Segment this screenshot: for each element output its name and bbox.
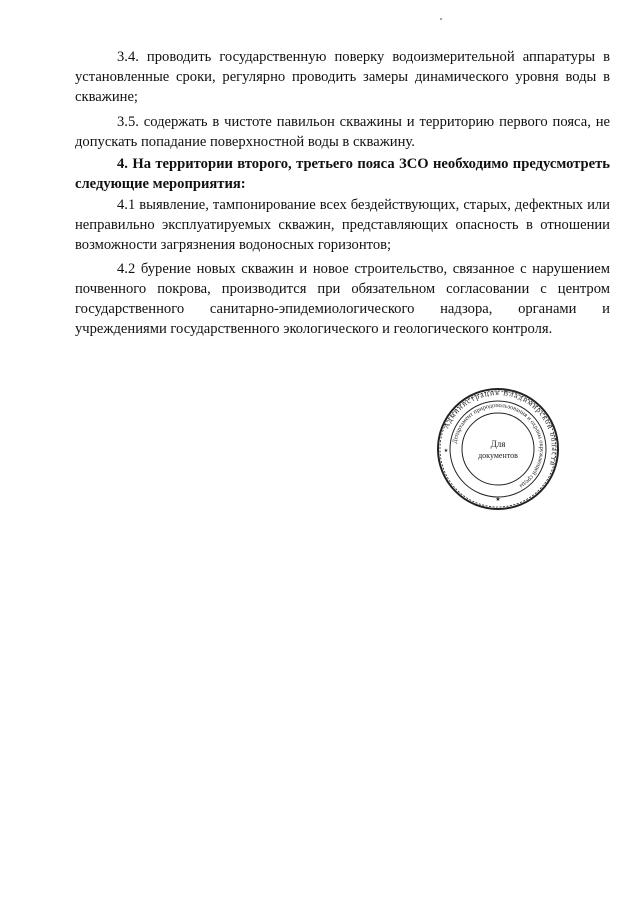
- stamp-inner-text: Департамент природопользования и охраны окружающей среды: [451, 401, 546, 490]
- stamp-middle-ring: [450, 401, 546, 497]
- paragraph-3-5: 3.5. содержать в чистоте павильон скважины и территорию первого пояса, не допускать попадание поверхностной воды в скважину.: [75, 114, 610, 150]
- stamp-inner-ring: [462, 413, 534, 485]
- official-stamp: [436, 387, 560, 511]
- paragraph-4-1: 4.1 выявление, тампонирование всех бездействующих, старых, дефектных или неправильно эксплуатируемых скважин, представляющих опасность в отношении возможности загрязнения водоносных горизонтов;: [75, 197, 610, 253]
- stamp-center-line2: документов: [478, 451, 518, 460]
- scan-speck: [440, 18, 442, 20]
- paragraph-4-2: 4.2 бурение новых скважин и новое строительство, связанное с нарушением почвенного покрова, производится при обязательном согласовании с центром государственного санитарно-эпидемиологического надзора, органами и учреждениями государственного экологического и геологического контроля.: [75, 261, 610, 337]
- stamp-star-left: ★: [443, 448, 449, 454]
- stamp-outer-text: Администрация Владимирской области: [441, 387, 560, 468]
- paragraph-4-heading: 4. На территории второго, третьего пояса ЗСО необходимо предусмотреть следующие мероприятия:: [75, 156, 610, 192]
- stamp-center-line1: Для: [490, 439, 506, 449]
- stamp-star-bottom: ★: [495, 496, 501, 503]
- paragraph-3-4: 3.4. проводить государственную поверку водоизмерительной аппаратуры в установленные сроки, регулярно проводить замеры динамического уровня воды в скважине;: [75, 49, 610, 105]
